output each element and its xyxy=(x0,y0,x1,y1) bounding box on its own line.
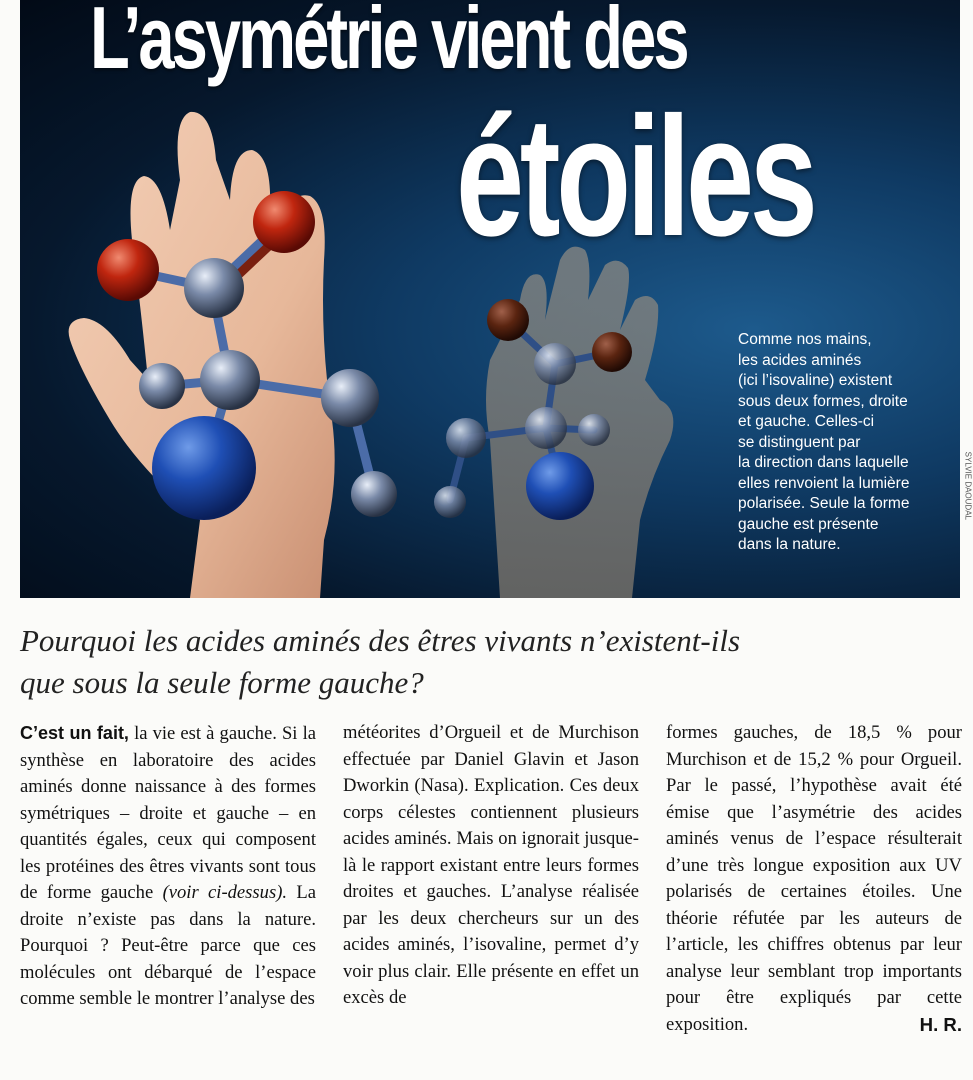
headline-line-2: étoiles xyxy=(456,82,814,272)
column-1-italic: (voir ci-dessus). xyxy=(162,882,288,903)
column-2-text: météorites d’Orgueil et de Murchison effectuée par Daniel Glavin et Jason Dworkin (Nasa). Explication. Ces deux corps célestes contiennent plusieurs acides aminés. Mais on ignorait jusque-là le rapport existant entre leurs formes droites et gauches. L’analyse réalisée par les deux chercheurs sur un des acides aminés, l’isovaline, permet d’y voir plus clair. Elle présente en effet un excès de xyxy=(343,722,639,1008)
article-column-2 xyxy=(343,720,639,1012)
kicker: C’est un fait, xyxy=(20,723,129,743)
caption-line: elles renvoient la lumière xyxy=(738,474,910,492)
caption-line: (ici l’isovaline) existent xyxy=(738,372,893,389)
article-column-1 xyxy=(20,720,316,1013)
column-3-text: formes gauches, de 18,5 % pour Murchison et de 15,2 % pour Orgueil. Par le passé, l’hypothèse avait été émise que l’asymétrie des acides aminés venus de l’espace résulterait d’une très longue exposition aux UV polarisés de certaines étoiles. Une théorie réfutée par les auteurs de l’article, les chiffres obtenus par leur analyse leur semblant trop importants pour être expliqués par cette exposition. xyxy=(666,722,962,1035)
caption-line: Comme nos mains, xyxy=(738,331,872,348)
photo-caption xyxy=(738,330,960,556)
caption-line: gauche est présente xyxy=(738,515,879,533)
caption-line: et gauche. Celles-ci xyxy=(738,413,875,430)
headline-line-1: L’asymétrie vient des xyxy=(90,0,687,87)
caption-line: sous deux formes, droite xyxy=(738,392,908,410)
column-1-text-end: La droite n’existe pas dans la nature. Pourquoi ? Peut-être parce que ces molécules ont débarqué de l’espace comme semble le montrer l’analyse des xyxy=(20,882,316,1009)
photo-credit: SYLVIE DAOUDAL xyxy=(963,451,972,520)
caption-line: polarisée. Seule la forme xyxy=(738,495,910,512)
column-1-text: la vie est à gauche. Si la synthèse en laboratoire des acides aminés donne naissance à des formes symétriques – droite et gauche – en quantités égales, ceux qui composent les protéines des êtres vivants sont tous de forme gauche xyxy=(20,723,316,903)
lead-line-1: Pourquoi les acides aminés des êtres vivants n’existent-ils xyxy=(20,623,741,658)
caption-line: la direction dans laquelle xyxy=(738,454,909,471)
lead-line-2: que sous la seule forme gauche? xyxy=(20,665,424,700)
article-column-3 xyxy=(666,720,962,1038)
caption-line: se distinguent par xyxy=(738,433,861,451)
ghost-hand-shape xyxy=(486,247,673,598)
author-signature: H. R. xyxy=(919,1013,962,1035)
caption-line: dans la nature. xyxy=(738,536,841,553)
hand-shape xyxy=(69,112,335,598)
lead-question xyxy=(20,620,940,704)
caption-line: les acides aminés xyxy=(738,351,862,369)
hero-illustration xyxy=(20,0,960,598)
